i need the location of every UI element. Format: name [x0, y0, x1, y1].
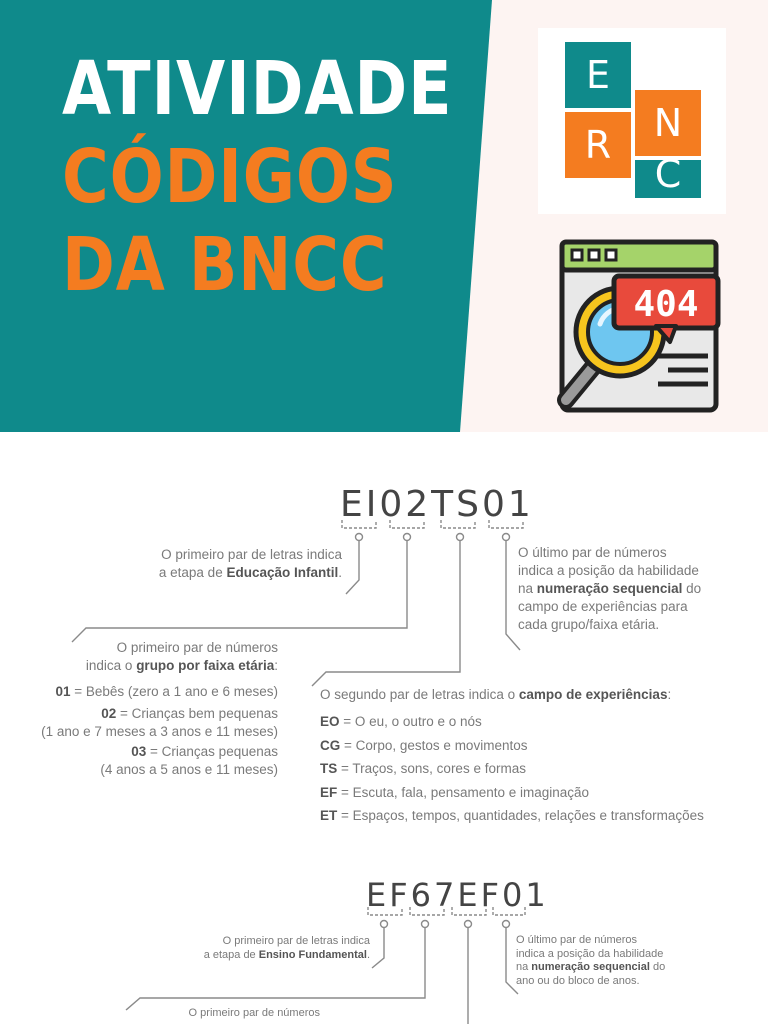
field-item-cg: [320, 734, 760, 758]
note-fund-last-line3: [516, 961, 756, 975]
age-group-code: 03: [131, 744, 147, 759]
title-line-da-bncc: DA BNCC: [62, 222, 388, 308]
note-last-numbers-line3: [518, 580, 758, 598]
age-group-text: = Crianças bem pequenas: [116, 706, 278, 721]
text-segment: indica o: [85, 658, 137, 673]
text-bold-numeracao-fund: numeração sequencial: [531, 961, 650, 973]
text-segment: a etapa de: [203, 949, 259, 961]
note-first-numbers: [20, 639, 278, 675]
note-fund-last-line4: ano ou do bloco de anos.: [516, 974, 640, 987]
note-first-letters-line1: O primeiro par de letras indica: [161, 547, 342, 562]
text-bold-educacao-infantil: Educação Infantil: [226, 565, 339, 580]
text-segment: a etapa de: [158, 565, 227, 580]
field-code: ET: [320, 808, 338, 823]
age-group-code: 01: [55, 684, 71, 699]
note-first-letters-line2: [96, 564, 342, 582]
code-ei02ts01: EI02TS01: [340, 484, 534, 525]
text-segment: .: [366, 949, 370, 961]
text-segment: do: [649, 961, 666, 973]
field-code: EF: [320, 784, 338, 800]
field-item-ts: [320, 757, 760, 781]
note-last-numbers-line2: indica a posição da habilidade: [518, 563, 699, 578]
text-segment: do: [682, 581, 702, 596]
note-fund-last-numbers: [516, 934, 756, 988]
text-segment: .: [338, 565, 342, 580]
age-group-03-line: [10, 743, 278, 761]
text-segment: :: [274, 658, 278, 673]
age-group-01: [10, 683, 278, 701]
note-first-numbers-line2: [20, 657, 278, 675]
logo-letter-c: C: [654, 152, 682, 196]
note-last-numbers-line5: cada grupo/faixa etária.: [518, 617, 660, 632]
field-text: = Traços, sons, cores e formas: [337, 761, 526, 776]
note-fund-first-numbers-line1: O primeiro par de números: [188, 1007, 320, 1019]
age-group-text: = Crianças pequenas: [146, 744, 278, 759]
title-line-codigos: CÓDIGOS: [62, 134, 398, 220]
text-bold-numeracao: numeração sequencial: [536, 581, 683, 596]
note-fund-last-line1: O último par de números: [516, 934, 638, 946]
text-segment: O segundo par de letras indica o: [320, 687, 519, 702]
title-line-atividade: ATIVIDADE: [62, 46, 453, 132]
text-segment: na: [516, 961, 532, 973]
field-text: = Escuta, fala, pensamento e imaginação: [337, 784, 590, 800]
text-segment: :: [667, 687, 672, 702]
field-code: EO: [320, 714, 340, 729]
code-ef67ef01: EF67EF01: [366, 876, 549, 914]
logo-tile-n: N: [635, 90, 701, 156]
text-segment: na: [518, 581, 537, 596]
field-item-ef: [320, 781, 760, 805]
logo-tile-e: E: [565, 42, 631, 108]
field-text: = Corpo, gestos e movimentos: [340, 737, 528, 753]
field-item-et: [320, 804, 760, 828]
logo-tile-r: R: [565, 112, 631, 178]
field-code: CG: [320, 737, 341, 753]
fields-intro: [320, 686, 760, 704]
age-group-text: = Bebês (zero a 1 ano e 6 meses): [70, 684, 278, 699]
age-group-03-range: (4 anos a 5 anos e 11 meses): [100, 762, 278, 777]
field-code: TS: [320, 761, 338, 776]
age-group-02-line: [10, 705, 278, 723]
note-fund-first-letters-line2: [120, 948, 370, 962]
note-fund-last-line2: indica a posição da habilidade: [516, 947, 664, 960]
note-first-numbers-line1: O primeiro par de números: [116, 640, 278, 655]
field-text: = O eu, o outro e o nós: [339, 714, 482, 729]
age-group-02-range: (1 ano e 7 meses a 3 anos e 11 meses): [41, 724, 278, 739]
age-group-code: 02: [101, 706, 117, 721]
note-fund-first-letters-line1: O primeiro par de letras indica: [222, 935, 370, 947]
age-group-01-line: [10, 683, 278, 701]
note-last-numbers-line4: campo de experiências para: [518, 599, 688, 614]
text-bold-campo: campo de experiências: [518, 687, 668, 702]
note-fund-first-numbers: [60, 1006, 320, 1020]
field-item-eo: [320, 710, 760, 734]
note-last-numbers: [518, 544, 758, 634]
note-fund-first-letters: [120, 934, 370, 962]
error-badge-text: 404: [633, 284, 699, 325]
note-last-numbers-line1: O último par de números: [518, 545, 667, 560]
fields-list: [320, 710, 760, 828]
text-bold-ensino-fundamental: Ensino Fundamental: [258, 949, 367, 961]
age-group-03: [10, 743, 278, 779]
text-bold-grupo: grupo por faixa etária: [136, 658, 275, 673]
field-text: = Espaços, tempos, quantidades, relações e transformações: [337, 808, 704, 823]
note-first-letters: [96, 546, 342, 582]
age-group-02: [10, 705, 278, 741]
